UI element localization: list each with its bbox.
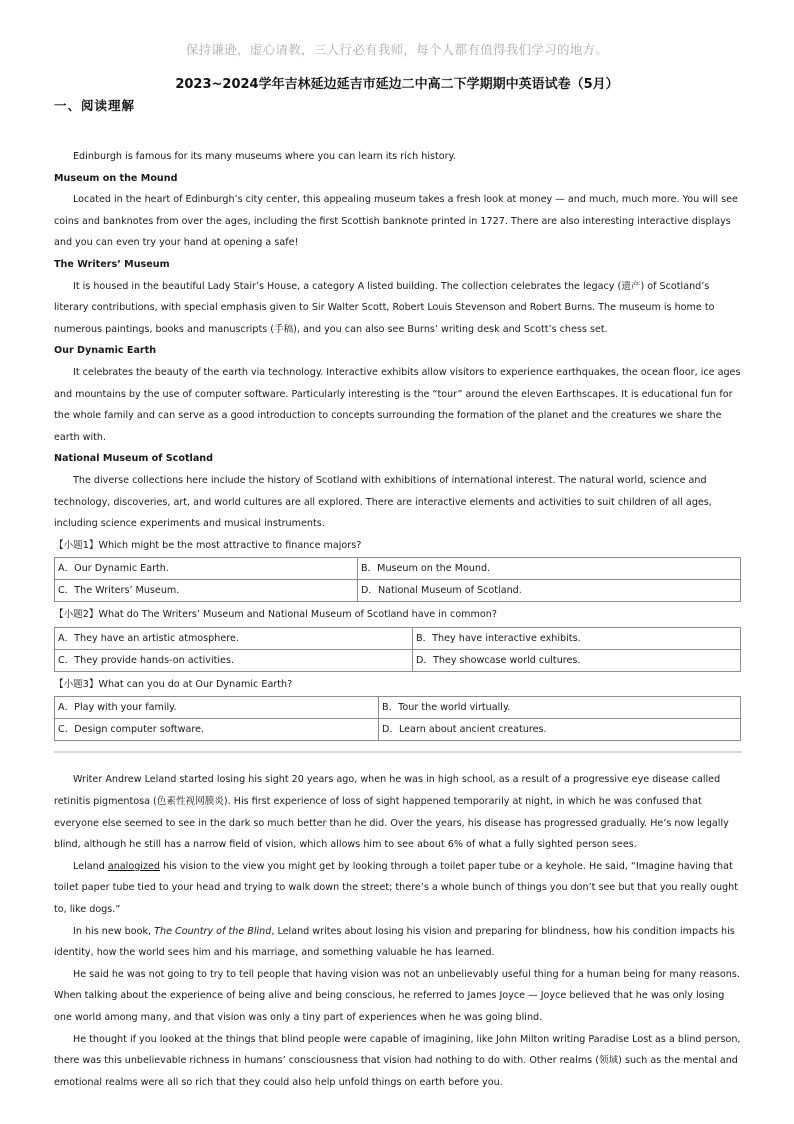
museum-heading: National Museum of Scotland [54,453,213,465]
answer-option[interactable]: D．They showcase world cultures. [413,649,741,671]
passage2-paragraph [54,921,742,964]
museum-body: Located in the heart of Edinburgh’s city center, this appealing museum takes a fresh look at money — and much, much more. You will see coins and banknotes from over the ages, including the first Scottish banknote printed in 1727. There are also interesting interactive displays and you can even try your hand at opening a safe! [54,194,738,249]
museum-heading: Museum on the Mound [54,172,178,184]
passage1-intro: Edinburgh is famous for its many museums where you can learn its rich history. [73,151,456,162]
passage-1 [54,146,742,741]
section-heading: 一、阅读理解 [54,98,136,113]
answer-option[interactable]: B．Tour the world virtually. [379,697,741,719]
exam-title: 2023~2024学年吉林延边延吉市延边二中高二下学期期中英语试卷（5月） [175,77,619,92]
answer-option[interactable]: A．Our Dynamic Earth. [55,558,358,580]
museum-heading: The Writers’ Museum [54,258,170,270]
museum-body: It celebrates the beauty of the earth via technology. Interactive exhibits allow visitors to experience earthquakes, the ocean floor, ice ages and mountains by the use of computer software. Particularly interesting is the “tour” around the eleven Earthscapes. It is educational fun for the whole family and can serve as a good introduction to concepts surrounding the formation of the planet and the creatures we share the earth with. [54,366,741,443]
header-motto: 保持谦逊，虚心请教，三人行必有我师，每个人都有值得我们学习的地方。 [185,42,609,57]
museum-body: The diverse collections here include the history of Scotland with exhibitions of international interest. The natural world, science and technology, discoveries, art, and world cultures are all explored. There are interactive elements and activities to suit children of all ages, including science experiments and musical instruments. [54,474,712,530]
answer-option[interactable]: D．National Museum of Scotland. [358,580,741,602]
passage2-paragraph: He thought if you looked at the things that blind people were capable of imagining, like John Milton writing Paradise Lost as a blind person, there was this unbelievable richness in humans’ consciousness that vision had nothing to do with. Other realms (领域) such as the mental and emotional realms were all so rich that they could also help unfold things on earth before you. [54,1033,741,1088]
question-stem: 【小题3】What can you do at Our Dynamic Earth? [54,678,293,690]
answer-option[interactable]: C．The Writers’ Museum. [55,580,358,602]
options-table [54,557,741,602]
question-stem: 【小题1】Which might be the most attractive to finance majors? [54,539,362,551]
text-span: Leland [73,860,108,872]
answer-option[interactable]: A．Play with your family. [55,697,379,719]
options-table [54,627,741,672]
passage-divider [54,751,742,753]
answer-option[interactable]: C．Design computer software. [55,719,379,741]
answer-option[interactable]: C．They provide hands-on activities. [55,649,413,671]
answer-option[interactable]: B．Museum on the Mound. [358,558,741,580]
text-span: his vision to the view you might get by looking through a toilet paper tube or a keyhole. He said, “Imagine having that toilet paper tube tied to your head and trying to walk down the street; there’s a whole bunch of things you don’t see but that you really ought to, like dogs.” [54,860,738,916]
museum-body: It is housed in the beautiful Lady Stair’s House, a category A listed building. The collection celebrates the legacy (遗产) of Scotland’s literary contributions, with special emphasis given to Sir Walter Scott, Robert Louis Stevenson and Robert Burns. The museum is home to numerous paintings, books and manuscripts (手稿), and you can also see Burns’ writing desk and Scott’s chess set. [54,280,715,335]
book-title: The Country of the Blind [154,925,272,937]
text-span: In his new book, [73,925,155,937]
passage2-paragraph [54,856,742,921]
text-span: , Leland writes about losing his vision and preparing for blindness, how his condition impacts his identity, how the world sees him and his marriage, and something valuable he has learned. [54,925,735,959]
answer-option[interactable]: B．They have interactive exhibits. [413,627,741,649]
museum-heading: Our Dynamic Earth [54,345,157,357]
content-area [54,146,742,1093]
passage-2 [54,769,742,1093]
underlined-word: analogized [107,860,161,872]
answer-option[interactable]: D．Learn about ancient creatures. [379,719,741,741]
question-stem: 【小题2】What do The Writers’ Museum and National Museum of Scotland have in common? [54,609,497,621]
options-table [54,696,741,741]
answer-option[interactable]: A．They have an artistic atmosphere. [55,627,413,649]
passage2-paragraph: Writer Andrew Leland started losing his sight 20 years ago, when he was in high school, as a result of a progressive eye disease called retinitis pigmentosa (色素性视网膜炎). His first experience of loss of sight happened temporarily at night, in which he was confused that everyone else seemed to see in the dark so much better than he did. Over the years, his disease has progressed gradually. He’s now legally blind, although he still has a narrow field of vision, which allows him to see about 6% of what a fully sighted person sees. [54,774,729,851]
passage2-paragraph: He said he was not going to try to tell people that having vision was not an unbelievably useful thing for a human being for many reasons. When talking about the experience of being alive and being conscious, he referred to James Joyce — Joyce believed that he was only losing one world among many, and that vision was only a tiny part of experiences when he was going blind. [54,968,740,1023]
